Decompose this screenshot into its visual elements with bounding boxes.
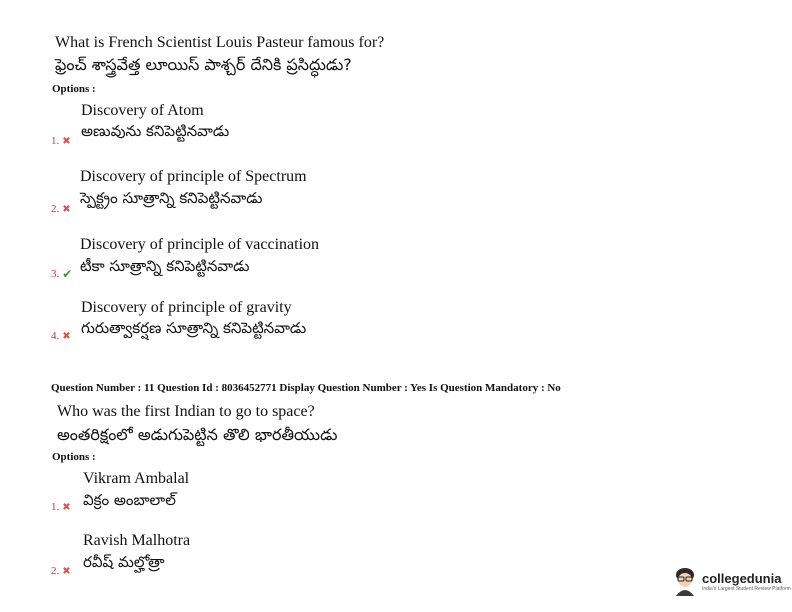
option-3-text-en: Discovery of principle of vaccination xyxy=(80,236,320,253)
option-2-text-te: స్పెక్ట్రం సూత్రాన్ని కనిపెట్టినవాడు xyxy=(80,189,263,207)
option-2-text-te: రవీష్ మల్హోత్రా xyxy=(83,553,165,571)
option-4-text-en: Discovery of principle of gravity xyxy=(81,299,292,316)
question-text-te: అంతరిక్షంలో అడుగుపెట్టిన తొలి భారతీయుడు xyxy=(57,425,338,444)
question-text-te: ఫ్రెంచ్ శాస్త్రవేత్త లూయిస్ పాశ్చర్ దేనికి ప్రసిద్ధుడు? xyxy=(55,55,352,74)
cross-icon: ✖ xyxy=(62,501,71,513)
option-1-text-en: Discovery of Atom xyxy=(81,102,204,119)
cross-icon: ✖ xyxy=(62,330,71,342)
options-label: Options : xyxy=(52,83,96,95)
option-number: 2. xyxy=(51,565,60,577)
option-4-text-te: గురుత్వాకర్షణ సూత్రాన్ని కనిపెట్టినవాడు xyxy=(81,319,307,337)
option-2-text-en: Discovery of principle of Spectrum xyxy=(80,168,307,185)
logo-text xyxy=(702,571,791,592)
option-4-number xyxy=(51,330,71,342)
option-2-text-en: Ravish Malhotra xyxy=(83,532,191,549)
collegedunia-logo xyxy=(672,566,791,596)
student-avatar-icon xyxy=(672,566,698,596)
option-number: 1. xyxy=(51,501,60,513)
question-meta: Question Number : 11 Question Id : 8036452771 Display Question Number : Yes Is Question Mandatory : No xyxy=(51,382,561,394)
option-2-number xyxy=(51,565,71,577)
option-number: 4. xyxy=(51,330,60,342)
question-text-en: Who was the first Indian to go to space? xyxy=(57,403,315,420)
option-3-number xyxy=(51,267,72,281)
option-number: 2. xyxy=(51,203,60,215)
option-1-text-te: అణువును కనిపెట్టినవాడు xyxy=(81,122,230,140)
check-icon: ✔ xyxy=(62,267,73,281)
option-3-text-te: టీకా సూత్రాన్ని కనిపెట్టినవాడు xyxy=(80,257,250,275)
option-number: 1. xyxy=(51,135,60,147)
cross-icon: ✖ xyxy=(62,203,71,215)
cross-icon: ✖ xyxy=(62,565,71,577)
option-1-number xyxy=(51,135,71,147)
option-1-text-te: విక్రం అంబాలాల్ xyxy=(83,491,176,509)
logo-title: collegedunia xyxy=(702,570,782,586)
logo-subtitle: India's Largest Student Review Platform xyxy=(702,585,791,592)
option-number: 3. xyxy=(51,268,60,280)
question-text-en: What is French Scientist Louis Pasteur famous for? xyxy=(55,34,385,51)
options-label: Options : xyxy=(52,451,96,463)
option-1-text-en: Vikram Ambalal xyxy=(83,470,190,487)
cross-icon: ✖ xyxy=(62,135,71,147)
option-1-number xyxy=(51,501,71,513)
option-2-number xyxy=(51,203,71,215)
